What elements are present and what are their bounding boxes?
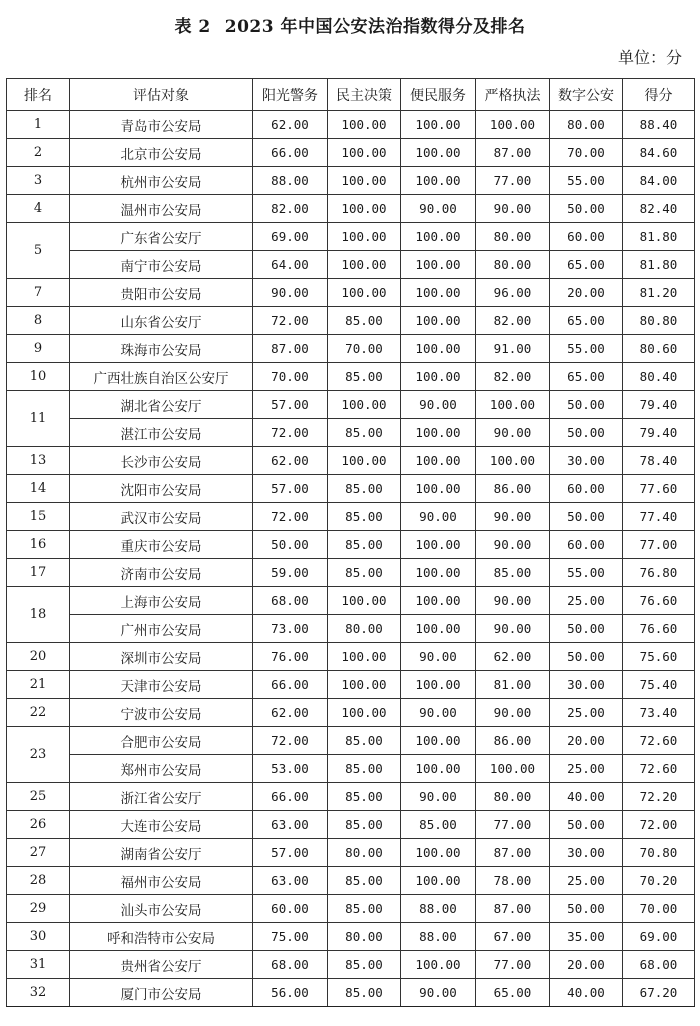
table-title: [0, 12, 700, 37]
total-score-cell: 78.40: [623, 447, 695, 475]
org-cell: 珠海市公安局: [70, 335, 253, 363]
sunshine-policing-cell: 57.00: [253, 391, 328, 419]
rank-cell: 29: [7, 895, 70, 923]
total-score-cell: 88.40: [623, 111, 695, 139]
org-cell: 沈阳市公安局: [70, 475, 253, 503]
total-score-cell: 80.40: [623, 363, 695, 391]
table-row: [7, 223, 695, 251]
democratic-decision-cell: 85.00: [328, 951, 401, 979]
digital-police-cell: 20.00: [550, 727, 623, 755]
total-score-cell: 77.40: [623, 503, 695, 531]
total-score-cell: 72.60: [623, 727, 695, 755]
democratic-decision-cell: 85.00: [328, 475, 401, 503]
digital-police-cell: 20.00: [550, 951, 623, 979]
sunshine-policing-cell: 76.00: [253, 643, 328, 671]
table-row: [7, 419, 695, 447]
rank-cell: 32: [7, 979, 70, 1007]
strict-enforcement-cell: 87.00: [476, 139, 550, 167]
table-row: [7, 727, 695, 755]
democratic-decision-cell: 80.00: [328, 839, 401, 867]
democratic-decision-cell: 70.00: [328, 335, 401, 363]
header-row: [7, 79, 695, 111]
strict-enforcement-cell: 90.00: [476, 419, 550, 447]
sunshine-policing-cell: 72.00: [253, 503, 328, 531]
col-header-public-service: 便民服务: [401, 79, 476, 111]
table-body: [7, 111, 695, 1007]
sunshine-policing-cell: 57.00: [253, 475, 328, 503]
org-cell: 贵阳市公安局: [70, 279, 253, 307]
sunshine-policing-cell: 68.00: [253, 587, 328, 615]
public-service-cell: 100.00: [401, 867, 476, 895]
sunshine-policing-cell: 63.00: [253, 867, 328, 895]
table-row: [7, 307, 695, 335]
total-score-cell: 70.00: [623, 895, 695, 923]
democratic-decision-cell: 100.00: [328, 279, 401, 307]
total-score-cell: 81.80: [623, 251, 695, 279]
table-row: [7, 895, 695, 923]
rank-cell: 8: [7, 307, 70, 335]
strict-enforcement-cell: 96.00: [476, 279, 550, 307]
digital-police-cell: 60.00: [550, 531, 623, 559]
democratic-decision-cell: 100.00: [328, 111, 401, 139]
total-score-cell: 69.00: [623, 923, 695, 951]
strict-enforcement-cell: 100.00: [476, 391, 550, 419]
table-row: [7, 139, 695, 167]
rank-cell: 10: [7, 363, 70, 391]
public-service-cell: 90.00: [401, 503, 476, 531]
sunshine-policing-cell: 66.00: [253, 783, 328, 811]
strict-enforcement-cell: 77.00: [476, 951, 550, 979]
org-cell: 合肥市公安局: [70, 727, 253, 755]
public-service-cell: 100.00: [401, 447, 476, 475]
democratic-decision-cell: 85.00: [328, 867, 401, 895]
strict-enforcement-cell: 86.00: [476, 475, 550, 503]
table-row: [7, 979, 695, 1007]
democratic-decision-cell: 100.00: [328, 195, 401, 223]
table-row: [7, 503, 695, 531]
total-score-cell: 79.40: [623, 419, 695, 447]
org-cell: 大连市公安局: [70, 811, 253, 839]
democratic-decision-cell: 85.00: [328, 363, 401, 391]
rank-cell: 16: [7, 531, 70, 559]
table-row: [7, 867, 695, 895]
org-cell: 福州市公安局: [70, 867, 253, 895]
strict-enforcement-cell: 100.00: [476, 111, 550, 139]
total-score-cell: 68.00: [623, 951, 695, 979]
strict-enforcement-cell: 82.00: [476, 307, 550, 335]
total-score-cell: 72.00: [623, 811, 695, 839]
democratic-decision-cell: 85.00: [328, 727, 401, 755]
rank-cell: 13: [7, 447, 70, 475]
table-row: [7, 391, 695, 419]
strict-enforcement-cell: 85.00: [476, 559, 550, 587]
digital-police-cell: 55.00: [550, 167, 623, 195]
sunshine-policing-cell: 66.00: [253, 671, 328, 699]
total-score-cell: 80.60: [623, 335, 695, 363]
total-score-cell: 76.60: [623, 615, 695, 643]
public-service-cell: 100.00: [401, 615, 476, 643]
table-caption: 2023 年中国公安法治指数得分及排名: [224, 17, 526, 37]
democratic-decision-cell: 80.00: [328, 615, 401, 643]
total-score-cell: 67.20: [623, 979, 695, 1007]
digital-police-cell: 25.00: [550, 699, 623, 727]
sunshine-policing-cell: 82.00: [253, 195, 328, 223]
org-cell: 北京市公安局: [70, 139, 253, 167]
total-score-cell: 79.40: [623, 391, 695, 419]
public-service-cell: 100.00: [401, 307, 476, 335]
table-row: [7, 447, 695, 475]
digital-police-cell: 50.00: [550, 391, 623, 419]
digital-police-cell: 50.00: [550, 419, 623, 447]
democratic-decision-cell: 100.00: [328, 587, 401, 615]
strict-enforcement-cell: 77.00: [476, 811, 550, 839]
digital-police-cell: 40.00: [550, 979, 623, 1007]
rank-cell: 25: [7, 783, 70, 811]
public-service-cell: 100.00: [401, 419, 476, 447]
sunshine-policing-cell: 53.00: [253, 755, 328, 783]
strict-enforcement-cell: 90.00: [476, 699, 550, 727]
sunshine-policing-cell: 62.00: [253, 111, 328, 139]
rank-cell: 20: [7, 643, 70, 671]
digital-police-cell: 30.00: [550, 447, 623, 475]
table-row: [7, 615, 695, 643]
col-header-democratic-decision: 民主决策: [328, 79, 401, 111]
table-row: [7, 559, 695, 587]
democratic-decision-cell: 85.00: [328, 559, 401, 587]
sunshine-policing-cell: 72.00: [253, 419, 328, 447]
digital-police-cell: 70.00: [550, 139, 623, 167]
digital-police-cell: 65.00: [550, 307, 623, 335]
rank-cell: 30: [7, 923, 70, 951]
total-score-cell: 76.60: [623, 587, 695, 615]
democratic-decision-cell: 100.00: [328, 447, 401, 475]
democratic-decision-cell: 100.00: [328, 139, 401, 167]
rank-cell: 3: [7, 167, 70, 195]
total-score-cell: 70.20: [623, 867, 695, 895]
sunshine-policing-cell: 59.00: [253, 559, 328, 587]
table-row: [7, 363, 695, 391]
org-cell: 厦门市公安局: [70, 979, 253, 1007]
rank-cell: 1: [7, 111, 70, 139]
rank-cell: 27: [7, 839, 70, 867]
sunshine-policing-cell: 70.00: [253, 363, 328, 391]
strict-enforcement-cell: 90.00: [476, 615, 550, 643]
strict-enforcement-cell: 90.00: [476, 587, 550, 615]
table-row: [7, 811, 695, 839]
org-cell: 天津市公安局: [70, 671, 253, 699]
democratic-decision-cell: 85.00: [328, 895, 401, 923]
public-service-cell: 90.00: [401, 979, 476, 1007]
public-service-cell: 90.00: [401, 783, 476, 811]
table-row: [7, 195, 695, 223]
strict-enforcement-cell: 67.00: [476, 923, 550, 951]
public-service-cell: 100.00: [401, 559, 476, 587]
col-header-digital-police: 数字公安: [550, 79, 623, 111]
digital-police-cell: 30.00: [550, 839, 623, 867]
org-cell: 郑州市公安局: [70, 755, 253, 783]
digital-police-cell: 50.00: [550, 643, 623, 671]
org-cell: 呼和浩特市公安局: [70, 923, 253, 951]
sunshine-policing-cell: 90.00: [253, 279, 328, 307]
democratic-decision-cell: 85.00: [328, 503, 401, 531]
table-row: [7, 335, 695, 363]
public-service-cell: 100.00: [401, 475, 476, 503]
sunshine-policing-cell: 68.00: [253, 951, 328, 979]
digital-police-cell: 20.00: [550, 279, 623, 307]
digital-police-cell: 50.00: [550, 503, 623, 531]
table-row: [7, 699, 695, 727]
sunshine-policing-cell: 72.00: [253, 307, 328, 335]
total-score-cell: 81.20: [623, 279, 695, 307]
total-score-cell: 76.80: [623, 559, 695, 587]
table-row: [7, 643, 695, 671]
sunshine-policing-cell: 87.00: [253, 335, 328, 363]
public-service-cell: 90.00: [401, 643, 476, 671]
org-cell: 武汉市公安局: [70, 503, 253, 531]
public-service-cell: 100.00: [401, 363, 476, 391]
sunshine-policing-cell: 50.00: [253, 531, 328, 559]
rank-cell: 28: [7, 867, 70, 895]
strict-enforcement-cell: 77.00: [476, 167, 550, 195]
democratic-decision-cell: 100.00: [328, 671, 401, 699]
democratic-decision-cell: 85.00: [328, 811, 401, 839]
democratic-decision-cell: 100.00: [328, 223, 401, 251]
sunshine-policing-cell: 88.00: [253, 167, 328, 195]
rank-cell: 23: [7, 727, 70, 783]
table-row: [7, 167, 695, 195]
digital-police-cell: 30.00: [550, 671, 623, 699]
table-row: [7, 783, 695, 811]
total-score-cell: 84.60: [623, 139, 695, 167]
strict-enforcement-cell: 81.00: [476, 671, 550, 699]
sunshine-policing-cell: 60.00: [253, 895, 328, 923]
rank-cell: 4: [7, 195, 70, 223]
org-cell: 山东省公安厅: [70, 307, 253, 335]
total-score-cell: 82.40: [623, 195, 695, 223]
org-cell: 浙江省公安厅: [70, 783, 253, 811]
sunshine-policing-cell: 64.00: [253, 251, 328, 279]
table-row: [7, 755, 695, 783]
democratic-decision-cell: 100.00: [328, 167, 401, 195]
table-row: [7, 839, 695, 867]
strict-enforcement-cell: 91.00: [476, 335, 550, 363]
public-service-cell: 88.00: [401, 895, 476, 923]
table-number: 表 2: [174, 17, 211, 37]
public-service-cell: 88.00: [401, 923, 476, 951]
strict-enforcement-cell: 80.00: [476, 223, 550, 251]
org-cell: 汕头市公安局: [70, 895, 253, 923]
digital-police-cell: 60.00: [550, 475, 623, 503]
public-service-cell: 100.00: [401, 167, 476, 195]
digital-police-cell: 55.00: [550, 335, 623, 363]
democratic-decision-cell: 85.00: [328, 783, 401, 811]
digital-police-cell: 40.00: [550, 783, 623, 811]
rank-cell: 17: [7, 559, 70, 587]
org-cell: 青岛市公安局: [70, 111, 253, 139]
public-service-cell: 100.00: [401, 139, 476, 167]
public-service-cell: 100.00: [401, 251, 476, 279]
total-score-cell: 77.60: [623, 475, 695, 503]
strict-enforcement-cell: 80.00: [476, 783, 550, 811]
strict-enforcement-cell: 90.00: [476, 503, 550, 531]
democratic-decision-cell: 100.00: [328, 251, 401, 279]
democratic-decision-cell: 85.00: [328, 307, 401, 335]
public-service-cell: 90.00: [401, 391, 476, 419]
sunshine-policing-cell: 66.00: [253, 139, 328, 167]
col-header-sunshine-policing: 阳光警务: [253, 79, 328, 111]
total-score-cell: 81.80: [623, 223, 695, 251]
digital-police-cell: 50.00: [550, 615, 623, 643]
digital-police-cell: 55.00: [550, 559, 623, 587]
public-service-cell: 100.00: [401, 279, 476, 307]
rank-cell: 14: [7, 475, 70, 503]
democratic-decision-cell: 100.00: [328, 391, 401, 419]
table-row: [7, 587, 695, 615]
org-cell: 济南市公安局: [70, 559, 253, 587]
public-service-cell: 100.00: [401, 223, 476, 251]
org-cell: 深圳市公安局: [70, 643, 253, 671]
rank-cell: 2: [7, 139, 70, 167]
public-service-cell: 100.00: [401, 839, 476, 867]
strict-enforcement-cell: 90.00: [476, 195, 550, 223]
rank-cell: 26: [7, 811, 70, 839]
democratic-decision-cell: 80.00: [328, 923, 401, 951]
total-score-cell: 77.00: [623, 531, 695, 559]
sunshine-policing-cell: 69.00: [253, 223, 328, 251]
digital-police-cell: 25.00: [550, 587, 623, 615]
table-row: [7, 923, 695, 951]
sunshine-policing-cell: 62.00: [253, 699, 328, 727]
org-cell: 广州市公安局: [70, 615, 253, 643]
public-service-cell: 100.00: [401, 587, 476, 615]
total-score-cell: 70.80: [623, 839, 695, 867]
sunshine-policing-cell: 75.00: [253, 923, 328, 951]
strict-enforcement-cell: 87.00: [476, 839, 550, 867]
democratic-decision-cell: 100.00: [328, 643, 401, 671]
table-row: [7, 475, 695, 503]
rank-cell: 22: [7, 699, 70, 727]
public-service-cell: 100.00: [401, 111, 476, 139]
public-service-cell: 85.00: [401, 811, 476, 839]
sunshine-policing-cell: 73.00: [253, 615, 328, 643]
digital-police-cell: 65.00: [550, 251, 623, 279]
sunshine-policing-cell: 62.00: [253, 447, 328, 475]
rank-cell: 21: [7, 671, 70, 699]
unit-label: 单位：分: [617, 48, 682, 67]
org-cell: 上海市公安局: [70, 587, 253, 615]
strict-enforcement-cell: 86.00: [476, 727, 550, 755]
strict-enforcement-cell: 65.00: [476, 979, 550, 1007]
table-row: [7, 951, 695, 979]
strict-enforcement-cell: 82.00: [476, 363, 550, 391]
sunshine-policing-cell: 63.00: [253, 811, 328, 839]
table-row: [7, 531, 695, 559]
public-service-cell: 100.00: [401, 755, 476, 783]
rank-cell: 31: [7, 951, 70, 979]
rank-cell: 15: [7, 503, 70, 531]
digital-police-cell: 25.00: [550, 867, 623, 895]
table-row: [7, 251, 695, 279]
org-cell: 广东省公安厅: [70, 223, 253, 251]
total-score-cell: 73.40: [623, 699, 695, 727]
org-cell: 重庆市公安局: [70, 531, 253, 559]
digital-police-cell: 65.00: [550, 363, 623, 391]
score-table: [6, 78, 695, 1007]
org-cell: 湖南省公安厅: [70, 839, 253, 867]
rank-cell: 18: [7, 587, 70, 643]
col-header-org: 评估对象: [70, 79, 253, 111]
total-score-cell: 72.60: [623, 755, 695, 783]
table-row: [7, 111, 695, 139]
col-header-total-score: 得分: [623, 79, 695, 111]
sunshine-policing-cell: 72.00: [253, 727, 328, 755]
col-header-strict-enforcement: 严格执法: [476, 79, 550, 111]
rank-cell: 5: [7, 223, 70, 279]
org-cell: 宁波市公安局: [70, 699, 253, 727]
table-row: [7, 279, 695, 307]
total-score-cell: 80.80: [623, 307, 695, 335]
org-cell: 南宁市公安局: [70, 251, 253, 279]
total-score-cell: 75.40: [623, 671, 695, 699]
org-cell: 湖北省公安厅: [70, 391, 253, 419]
strict-enforcement-cell: 78.00: [476, 867, 550, 895]
public-service-cell: 100.00: [401, 335, 476, 363]
digital-police-cell: 50.00: [550, 895, 623, 923]
total-score-cell: 75.60: [623, 643, 695, 671]
democratic-decision-cell: 85.00: [328, 755, 401, 783]
digital-police-cell: 35.00: [550, 923, 623, 951]
rank-cell: 7: [7, 279, 70, 307]
strict-enforcement-cell: 90.00: [476, 531, 550, 559]
strict-enforcement-cell: 100.00: [476, 755, 550, 783]
public-service-cell: 100.00: [401, 671, 476, 699]
rank-cell: 9: [7, 335, 70, 363]
strict-enforcement-cell: 87.00: [476, 895, 550, 923]
org-cell: 杭州市公安局: [70, 167, 253, 195]
democratic-decision-cell: 85.00: [328, 979, 401, 1007]
digital-police-cell: 80.00: [550, 111, 623, 139]
digital-police-cell: 60.00: [550, 223, 623, 251]
sunshine-policing-cell: 56.00: [253, 979, 328, 1007]
sunshine-policing-cell: 57.00: [253, 839, 328, 867]
col-header-rank: 排名: [7, 79, 70, 111]
total-score-cell: 84.00: [623, 167, 695, 195]
democratic-decision-cell: 85.00: [328, 419, 401, 447]
org-cell: 长沙市公安局: [70, 447, 253, 475]
org-cell: 温州市公安局: [70, 195, 253, 223]
digital-police-cell: 25.00: [550, 755, 623, 783]
org-cell: 贵州省公安厅: [70, 951, 253, 979]
democratic-decision-cell: 85.00: [328, 531, 401, 559]
table-row: [7, 671, 695, 699]
public-service-cell: 100.00: [401, 727, 476, 755]
strict-enforcement-cell: 80.00: [476, 251, 550, 279]
public-service-cell: 90.00: [401, 699, 476, 727]
digital-police-cell: 50.00: [550, 811, 623, 839]
rank-cell: 11: [7, 391, 70, 447]
strict-enforcement-cell: 62.00: [476, 643, 550, 671]
org-cell: 湛江市公安局: [70, 419, 253, 447]
total-score-cell: 72.20: [623, 783, 695, 811]
strict-enforcement-cell: 100.00: [476, 447, 550, 475]
org-cell: 广西壮族自治区公安厅: [70, 363, 253, 391]
digital-police-cell: 50.00: [550, 195, 623, 223]
public-service-cell: 100.00: [401, 951, 476, 979]
democratic-decision-cell: 100.00: [328, 699, 401, 727]
public-service-cell: 100.00: [401, 531, 476, 559]
public-service-cell: 90.00: [401, 195, 476, 223]
